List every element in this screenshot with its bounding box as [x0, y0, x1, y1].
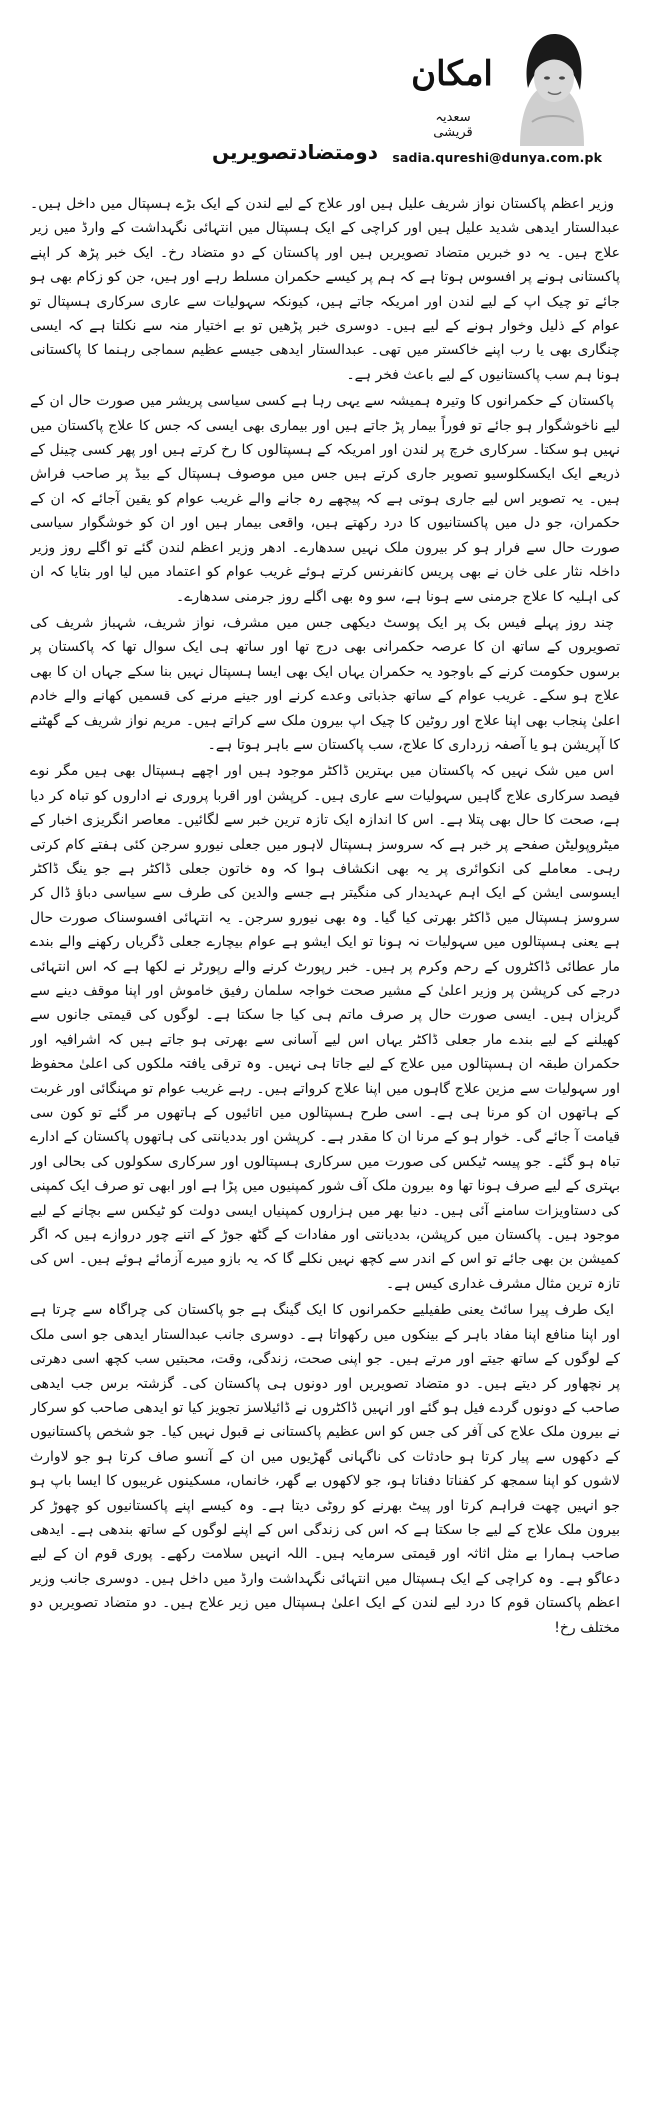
author-portrait	[502, 26, 602, 146]
author-portrait-illustration	[502, 26, 602, 146]
article-paragraph: ایک طرف پیرا سائٹ یعنی طفیلیے حکمرانوں کا ایک گینگ ہے جو پاکستان کی چراگاہ سے چرتا ہے اور اپنا منافع اپنا مفاد باہر کے بینکوں میں رکھواتا ہے۔ دوسری جانب عبدالستار ایدھی جو اسی ملک کے لوگوں کے ساتھ جیتے اور مرتے ہیں۔ جو اپنی صحت، زندگی، وقت، محبتیں سب کچھ اسی دھرتی پر نچھاور کر دیتے ہیں۔ دو متضاد تصویریں اور دونوں ہی پاکستان کی۔ گزشتہ برس جب ایدھی صاحب کے دونوں گردے فیل ہو گئے اور انہیں ڈاکٹروں نے ڈائیلاسز تجویز کیا تو ایدھی صاحب کو سرکار نے بیرون ملک علاج کی آفر کی جس کو اس عظیم پاکستانی نے قبول نہیں کیا۔ جو شخص پاکستانیوں کے دکھوں سے پیار کرتا ہو حادثات کی ناگہانی گھڑیوں میں ان کے آنسو صاف کرتا ہو جو لاوارث لاشوں کو اپنا سمجھ کر کفناتا دفناتا ہو، جو لاکھوں بے گھر، خانماں، مسکینوں غریبوں کا ایسا باپ ہو جو انہیں چھت فراہم کرتا اور پیٹ بھرنے کو روٹی دیتا ہے۔ وہ کیسے اپنے پاکستانیوں کو چھوڑ کر بیرون ملک علاج کے لیے جا سکتا ہے کہ اس کی زندگی اس کے اپنے لوگوں کے ساتھ بندھی ہے۔ ایدھی صاحب ہمارا بے مثل اثاثہ اور قیمتی سرمایہ ہیں۔ اللہ انہیں سلامت رکھے۔ پوری قوم ان کے لیے دعاگو ہے۔ وہ کراچی کے ایک ہسپتال میں انتہائی نگہداشت وارڈ میں داخل ہیں۔ دوسری جانب وزیر اعظم پاکستان قوم کا درد لیے لندن کے ایک اعلیٰ ہسپتال میں زیر علاج ہیں۔ دو متضاد تصویریں دو مختلف رخ!	[30, 1302, 620, 1636]
article-paragraph: وزیر اعظم پاکستان نواز شریف علیل ہیں اور علاج کے لیے لندن کے ایک بڑے ہسپتال میں داخل ہیں۔ عبدالستار ایدھی شدید علیل ہیں اور کراچی کے ایک ہسپتال میں انتہائی نگہداشت کے وارڈ میں زیر علاج ہیں۔ یہ دو خبریں متضاد تصویریں ہیں اور پاکستان کے دو متضاد رخ۔ ایک خبر پڑھ کر اپنے پاکستانی ہونے پر افسوس ہوتا ہے کہ ہم پر کیسے حکمران مسلط رہے اور ہیں، جن کو زکام بھی ہو جائے تو چیک اپ کے لیے لندن اور امریکہ جاتے ہیں، کیونکہ سہولیات سے عاری سرکاری ہسپتال تو عوام کے ذلیل وخوار ہونے کے لیے ہیں۔ دوسری خبر پڑھیں تو بے اختیار منہ سے نکلتا ہے کہ ایسی چنگاری بھی یا رب اپنے خاکستر میں تھی۔ عبدالستار ایدھی جیسے عظیم سماجی رہنما کا پاکستانی ہونا ہم سب پاکستانیوں کے لیے باعث فخر ہے۔	[30, 196, 620, 383]
column-name: امکان	[411, 54, 493, 94]
author-email: sadia.qureshi@dunya.com.pk	[392, 150, 602, 165]
article-paragraph: پاکستان کے حکمرانوں کا وتیرہ ہمیشہ سے یہی رہا ہے کسی سیاسی پریشر میں صورت حال ان کے لیے ناخوشگوار ہو جائے تو فوراً بیمار پڑ جاتے ہیں اور بیماری بھی ایسی کہ جس کا علاج پاکستان میں نہیں ہو سکتا۔ سرکاری خرچ پر لندن اور امریکہ کے ہسپتالوں کا رخ کرتے ہیں اور پھر کسی چینل کے ذریعے ایک ایکسکلوسیو تصویر جاری کرتے ہیں جس میں موصوف ہسپتال کے بیڈ پر صاحب فراش ہیں۔ یہ تصویر اس لیے جاری ہوتی ہے کہ پیچھے رہ جانے والے غریب عوام کو یقین آجائے کہ ان کے حکمران، جو دل میں پاکستانیوں کا درد رکھتے ہیں، واقعی بیمار ہیں اور ان کو خوشگوار سیاسی صورت حال سے فرار ہو کر بیرون ملک نہیں سدھارے۔ ادھر وزیر اعظم لندن گئے تو اگلے روز وزیر داخلہ نثار علی خان نے بھی پریس کانفرنس کرتے ہوئے غریب عوام کو اعتماد میں لیا اور بتایا کہ ان کی اہلیہ کا علاج جرمنی سے ہونا ہے، سو وہ بھی اگلے روز جرمنی سدھارے۔	[30, 393, 620, 605]
article-body	[30, 192, 620, 2102]
article-paragraph: چند روز پہلے فیس بک پر ایک پوسٹ دیکھی جس میں مشرف، نواز شریف، شہباز شریف کی تصویروں کے ساتھ ان کا عرصہ حکمرانی بھی درج تھا اور ساتھ ہی ایک سوال تھا کہ پاکستان پر برسوں حکومت کرنے کے باوجود یہ حکمران یہاں ایک بھی ایسا ہسپتال نہیں بنا سکے جہاں ان کا بھی علاج ہو سکے۔ غریب عوام کے ساتھ جذباتی وعدے کرنے اور جینے مرنے کی قسمیں کھانے والے خادم اعلیٰ پنجاب بھی اپنا علاج اور روٹین کا چیک اپ بیرون ملک سے کراتے ہیں۔ مریم نواز شریف کے گھٹنے کا آپریشن ہو یا آصفہ زرداری کا علاج، سب پاکستان سے باہر ہوتا ہے۔	[30, 614, 620, 753]
column-masthead	[30, 0, 620, 192]
author-name: سعدیہ قریشی	[433, 110, 473, 140]
article-headline: دومتضادتصویریں	[212, 140, 378, 164]
byline-box	[362, 26, 602, 166]
article-paragraph: اس میں شک نہیں کہ پاکستان میں بہترین ڈاکٹر موجود ہیں اور اچھے ہسپتال بھی ہیں مگر نوے فیصد سرکاری علاج گاہیں سہولیات سے عاری ہیں۔ کرپشن اور اقربا پروری نے اداروں کو تباہ کر دیا ہے، صحت کا حال بھی پتلا ہے۔ اس کا اندازہ ایک تازہ ترین خبر سے لگائیں۔ معاصر انگریزی اخبار کے میٹروپولیٹن صفحے پر خبر ہے کہ سروسز ہسپتال لاہور میں جعلی نیورو سرجن کئی ہفتے کام کرتی رہی۔ معاملے کی انکوائری پر یہ بھی انکشاف ہوا کہ وہ خاتون جعلی ڈاکٹر ہے جو ینگ ڈاکٹر ایسوسی ایشن کے ایک اہم عہدیدار کی منگیتر ہے جسے والدین کی طرف سے سیاسی دباؤ ڈال کر سروسز ہسپتال میں ڈاکٹر بھرتی کیا گیا۔ وہ بھی نیورو سرجن۔ یہ انتہائی افسوسناک صورت حال ہے یعنی ہسپتالوں میں سہولیات نہ ہونا تو ایک ایشو ہے عوام بیچارے جعلی ڈگریاں رکھنے والے بندے مار عطائی ڈاکٹروں کے رحم وکرم پر ہیں۔ خبر رپورٹ کرنے والے رپورٹر نے لکھا ہے کہ اس انتہائی درجے کی کرپشن پر وزیر اعلیٰ کے مشیر صحت خواجہ سلمان رفیق خاموش اور اپنا موقف دینے سے گریزاں ہیں۔ ایسی صورت حال پر صرف ماتم ہی کیا جا سکتا ہے۔ لوگوں کی قیمتی جانوں سے کھیلنے کے لیے بندے مار جعلی ڈاکٹر یہاں اس لیے آسانی سے بھرتی ہو جاتے ہیں کہ اشرافیہ اور حکمران طبقہ ان ہسپتالوں میں علاج کے لیے جاتا ہی نہیں۔ وہ ترقی یافتہ ملکوں کی اعلیٰ محفوظ اور سہولیات سے مزین علاج گاہوں میں اپنا علاج کرواتے ہیں۔ رہے غریب عوام تو مہنگائی اور غربت کے ہاتھوں ان کو مرنا ہی ہے۔ اسی طرح ہسپتالوں میں اتائیوں کے ہاتھوں مر گئے تو کون سی قیامت آ جائے گی۔ خوار ہو کے مرنا ان کا مقدر ہے۔ کرپشن اور بددیانتی کی ہاتھوں پاکستان کے ادارے تباہ ہو گئے۔ جو پیسہ ٹیکس کی صورت میں سرکاری ہسپتالوں اور سرکاری سکولوں کی بحالی اور بہتری کے لیے صرف ہونا تھا وہ بیرون ملک آف شور کمپنیوں میں پڑا ہے اور ابھی تو صرف ایک کمپنی کی دستاویزات سامنے آئی ہیں۔ دنیا بھر میں ہزاروں کمپنیاں ایسی دولت کو ٹیکس سے بچانے کے لیے موجود ہیں۔ پاکستان میں کرپشن، بددیانتی اور مفادات کے گٹھ جوڑ کے اتنے چور دروازے ہیں کہ اگر کمیشن بن بھی جائے تو اس کے اندر سے کچھ نہیں نکلے گا کہ یہ بازو میرے آزمائے ہوئے ہیں۔ اس کی تازہ ترین مثال مشرف غداری کیس ہے۔	[30, 763, 620, 1292]
